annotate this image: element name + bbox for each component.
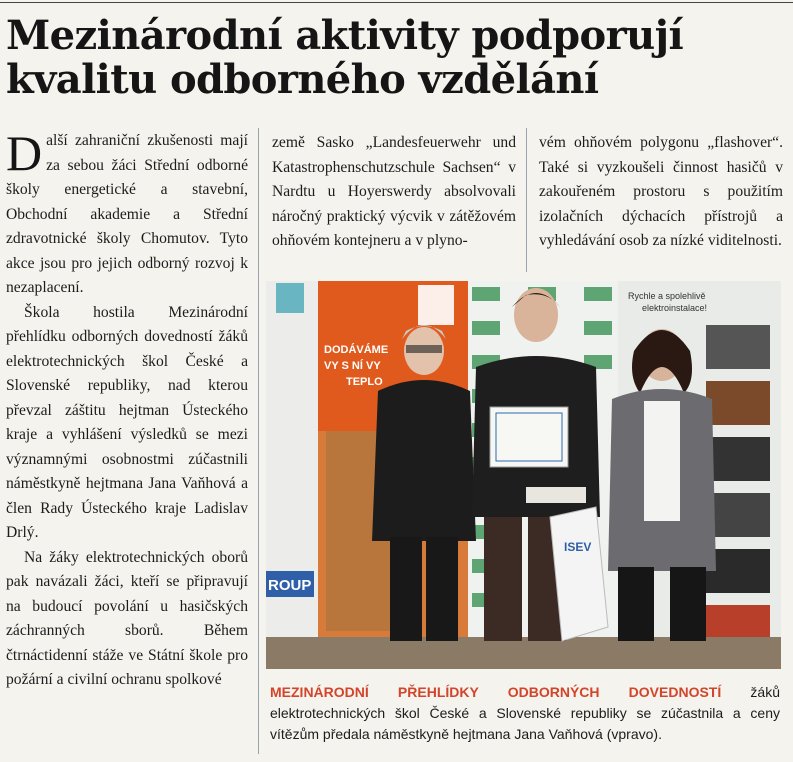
caption-lead: MEZINÁRODNÍ PŘEHLÍDKY ODBORNÝCH DOVEDNOSTÍ [270,684,722,700]
paragraph-column-2: země Sasko „Landesfeuerwehr und Katastrophenschutzschule Sachsen“ v Nardtu u Hoyerswerdy absolvovali náročný praktický výcvik v zátěžovém ohňovém kontejneru a v plyno- [272,134,516,249]
cez-logo [418,285,454,325]
right-banner-line-2: elektroinstalace! [642,303,708,313]
right-banner-line-1: Rychle a spolehlivě [628,291,706,301]
text-column-3 [539,131,783,254]
drop-cap: D [6,125,43,181]
photo-caption [270,682,780,745]
paragraph-1 [6,125,248,301]
article-headline [6,14,791,102]
photo-illustration [266,281,781,669]
paragraph-column-3: vém ohňovém polygonu „flashover“. Také si vyzkoušeli činnost hasičů v zakouřeném prostoru s použitím izolačních dýchacích přístrojů a vyhledávání osob za nízké viditelnosti. [539,134,783,249]
brand-left-text: ROUP [268,577,312,594]
headline-line-2: kvalitu odborného vzdělání [6,56,599,103]
paragraph-1-text: alší zahraniční zkušenosti mají za sebou žáci Střední odborné školy energetické a stavební, Obchodní akademie a Střední zdravotnické školy Chomutov. Tyto akce jsou pro jejich odborný rozvoj k nezaplacení. [6,132,248,296]
column-divider-2 [526,128,527,272]
left-banner [266,281,318,669]
text-column-2 [272,131,516,254]
caption-text: žáků elektrotechnických škol České a Slovenské republiky se zúčastnila a ceny vítězům předala náměstkyně hejtmana Jana Vaňhová (vpravo). [270,684,780,742]
paragraph-3: Na žáky elektrotechnických oborů pak navázali žáci, kteří se připravují na budoucí povolání u hasičských záchranných sborů. Během čtrnáctidenní stáže ve Státní škole pro požární a civilní ochranu spolkové [6,548,248,688]
bag-text: ISEV [564,540,592,554]
banner-line-1: DODÁVÁME [324,344,389,356]
banner-line-3: TEPLO [346,376,383,388]
top-rule [0,2,793,3]
certificate [490,407,568,467]
qr-code [276,283,304,313]
text-column-1 [6,125,248,693]
award-box [526,487,586,503]
banner-line-2: VY S NÍ VY [324,360,381,372]
column-divider-1 [258,128,259,754]
award-photo [266,281,781,669]
paragraph-2: Škola hostila Mezinárodní přehlídku odborných dovedností žáků elektrotechnických škol České a Slovenské republiky, nad kterou převzal záštitu hejtman Ústeckého kraje a vyhlášení výsledků se mezi významnými osobnostmi zúčastnili náměstkyně hejtmana Jana Vaňhová a člen Rady Ústeckého kraje Ladislav Drlý. [6,303,248,541]
headline-line-1: Mezinárodní aktivity podporují [6,12,684,59]
